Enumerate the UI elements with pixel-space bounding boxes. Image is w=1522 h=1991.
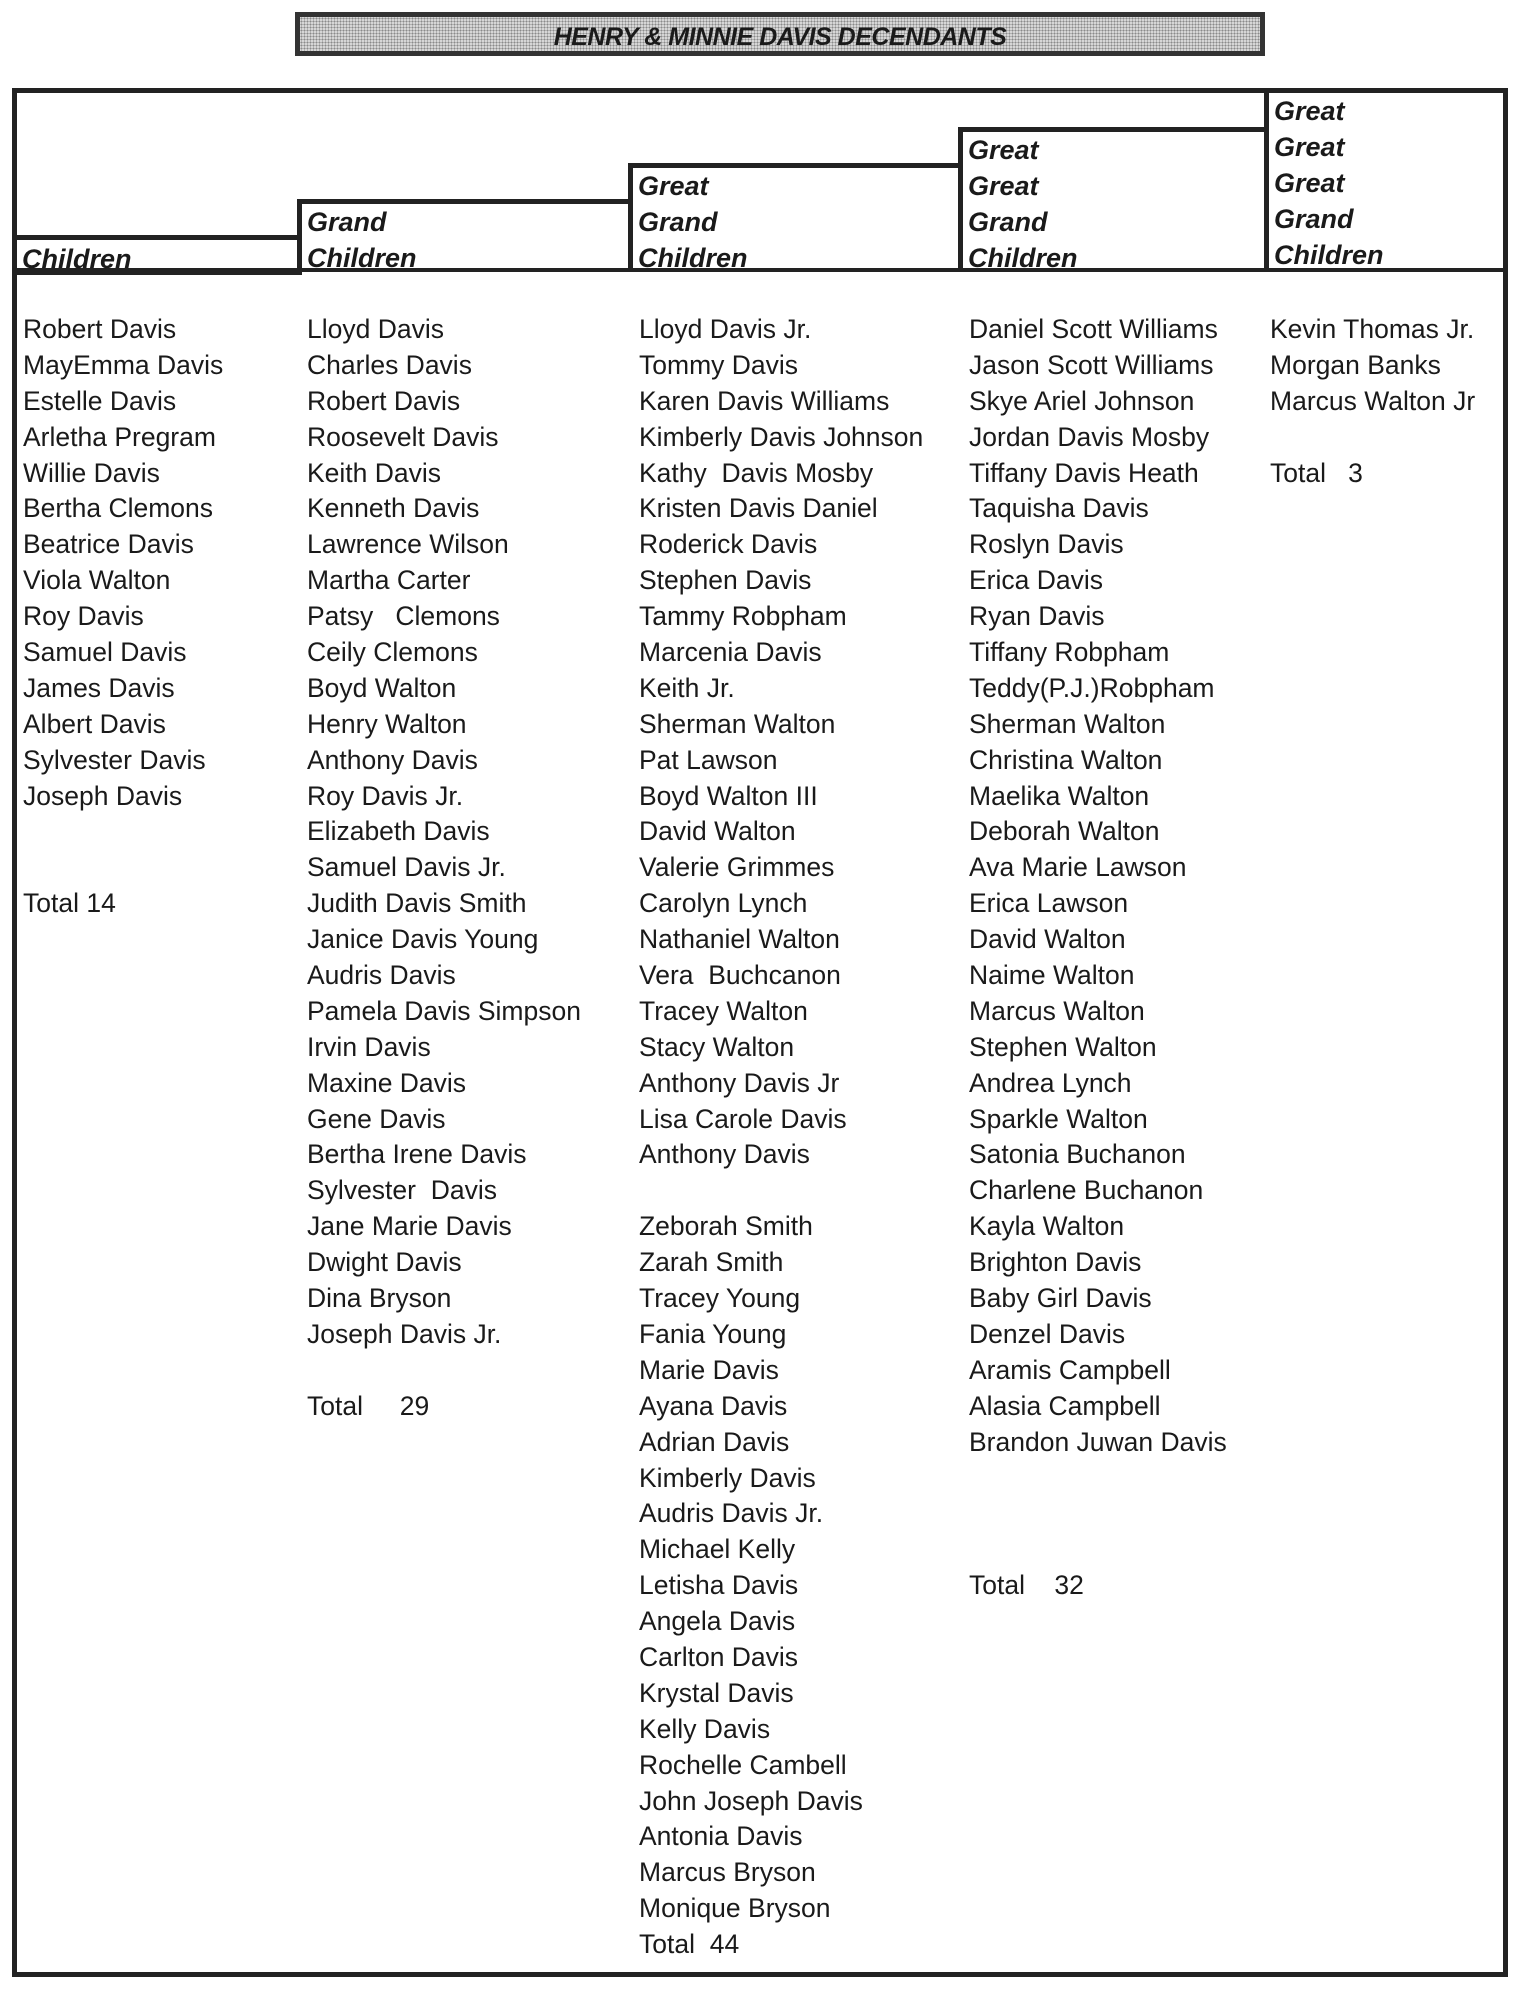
header-word: Children: [307, 243, 417, 273]
list-item: Samuel Davis Jr.: [307, 852, 506, 883]
blank-line: [23, 814, 223, 850]
list-item: Denzel Davis: [969, 1318, 1126, 1349]
list-item: Taquisha Davis: [969, 493, 1149, 524]
list-item: Anthony Davis: [639, 1139, 810, 1170]
list-item: Lawrence Wilson: [307, 529, 509, 560]
list-item: Alasia Campbell: [969, 1390, 1161, 1421]
list-item: Viola Walton: [23, 565, 171, 596]
list-item: Nathaniel Walton: [639, 924, 840, 955]
list-item: Maelika Walton: [969, 780, 1150, 811]
list-item: Sherman Walton: [639, 708, 836, 739]
list-item: Brandon Juwan Davis: [969, 1426, 1227, 1457]
list-item: Marcus Walton Jr: [1270, 385, 1476, 416]
list-item: Boyd Walton: [307, 672, 457, 703]
list-item: Joseph Davis Jr.: [307, 1318, 502, 1349]
header-word: Great: [968, 171, 1039, 201]
column-total: Total 29: [307, 1390, 430, 1421]
list-item: Roderick Davis: [639, 529, 818, 560]
list-item: Daniel Scott Williams: [969, 314, 1218, 344]
header-word: Children: [22, 244, 132, 274]
list-item: Kathy Davis Mosby: [639, 457, 874, 488]
header-word: Children: [1274, 240, 1384, 270]
list-item: Naime Walton: [969, 960, 1135, 991]
header-grand-children: [297, 199, 633, 273]
list-item: Arletha Pregram: [23, 421, 216, 452]
list-item: Albert Davis: [23, 708, 166, 739]
list-item: Tracey Walton: [639, 995, 808, 1026]
list-item: Willie Davis: [23, 457, 160, 488]
list-item: Satonia Buchanon: [969, 1139, 1186, 1170]
list-item: Roslyn Davis: [969, 529, 1124, 560]
list-item: John Joseph Davis: [639, 1785, 863, 1816]
list-item: Erica Davis: [969, 565, 1104, 596]
list-item: Tammy Robpham: [639, 601, 847, 632]
column-total: Total 44: [639, 1929, 740, 1960]
list-item: Tiffany Davis Heath: [969, 457, 1199, 488]
list-item: Roosevelt Davis: [307, 421, 499, 452]
list-item: Christina Walton: [969, 744, 1163, 775]
list-item: Sylvester Davis: [23, 744, 206, 775]
header-word: Great: [1274, 96, 1345, 126]
list-item: Kenneth Davis: [307, 493, 480, 524]
list-item: Beatrice Davis: [23, 529, 194, 560]
list-item: Tiffany Robpham: [969, 637, 1170, 668]
list-item: Audris Davis: [307, 960, 456, 991]
column-great-great-great-grand-children: [1270, 312, 1475, 491]
list-item: Kayla Walton: [969, 1211, 1125, 1242]
list-item: Rochelle Cambell: [639, 1749, 847, 1780]
title-banner: [295, 12, 1265, 56]
list-item: Irvin Davis: [307, 1031, 431, 1062]
list-item: Keith Jr.: [639, 672, 735, 703]
column-total: Total 32: [969, 1570, 1084, 1601]
list-item: Krystal Davis: [639, 1677, 794, 1708]
list-item: Stephen Davis: [639, 565, 812, 596]
list-item: Kristen Davis Daniel: [639, 493, 878, 524]
list-item: Kimberly Davis: [639, 1462, 816, 1493]
list-item: Janice Davis Young: [307, 924, 539, 955]
header-word: Grand: [307, 207, 387, 237]
list-item: Samuel Davis: [23, 637, 187, 668]
list-item: Charlene Buchanon: [969, 1175, 1204, 1206]
list-item: Joseph Davis: [23, 780, 183, 811]
header-word: Grand: [1274, 204, 1354, 234]
list-item: MayEmma Davis: [23, 349, 224, 380]
list-item: Morgan Banks: [1270, 349, 1441, 380]
header-word: Children: [638, 243, 748, 273]
list-item: Patsy Clemons: [307, 601, 500, 632]
column-grand-children: [307, 312, 581, 1425]
list-item: Bertha Irene Davis: [307, 1139, 527, 1170]
list-item: Tracey Young: [639, 1283, 801, 1314]
list-item: Marcus Walton: [969, 995, 1145, 1026]
header-word: Great: [1274, 132, 1345, 162]
list-item: Brighton Davis: [969, 1247, 1142, 1278]
list-item: Carolyn Lynch: [639, 888, 808, 919]
list-item: Bertha Clemons: [23, 493, 214, 524]
list-item: Deborah Walton: [969, 816, 1160, 847]
column-great-great-grand-children: [969, 312, 1227, 1604]
list-item: Monique Bryson: [639, 1893, 831, 1924]
list-item: James Davis: [23, 672, 175, 703]
header-great-great-great-grand-children: [1264, 93, 1503, 270]
list-item: Vera Buchcanon: [639, 960, 841, 991]
header-word: Grand: [968, 207, 1048, 237]
list-item: Valerie Grimmes: [639, 852, 835, 883]
header-word: Children: [968, 243, 1078, 273]
list-item: David Walton: [969, 924, 1126, 955]
list-item: Lloyd Davis Jr.: [639, 314, 812, 344]
list-item: Carlton Davis: [639, 1641, 799, 1672]
header-word: Great: [1274, 168, 1345, 198]
list-item: Estelle Davis: [23, 385, 177, 416]
list-item: Sherman Walton: [969, 708, 1166, 739]
list-item: Keith Davis: [307, 457, 442, 488]
list-item: Marie Davis: [639, 1354, 779, 1385]
list-item: Tommy Davis: [639, 349, 799, 380]
list-item: Zarah Smith: [639, 1247, 784, 1278]
column-great-grand-children: [639, 312, 923, 1963]
list-item: Pat Lawson: [639, 744, 778, 775]
column-total: Total 14: [23, 888, 116, 919]
list-item: Elizabeth Davis: [307, 816, 490, 847]
header-word: Grand: [638, 207, 718, 237]
list-item: Audris Davis Jr.: [639, 1498, 824, 1529]
list-item: Dwight Davis: [307, 1247, 462, 1278]
list-item: Pamela Davis Simpson: [307, 995, 581, 1026]
list-item: Henry Walton: [307, 708, 467, 739]
list-item: Lloyd Davis: [307, 314, 444, 344]
list-item: Letisha Davis: [639, 1570, 799, 1601]
list-item: Stephen Walton: [969, 1031, 1157, 1062]
page-title: HENRY & MINNIE DAVIS DECENDANTS: [553, 23, 1007, 51]
list-item: Sylvester Davis: [307, 1175, 497, 1206]
list-item: Karen Davis Williams: [639, 385, 890, 416]
list-item: Maxine Davis: [307, 1067, 467, 1098]
list-item: Erica Lawson: [969, 888, 1129, 919]
list-item: Angela Davis: [639, 1606, 796, 1637]
list-item: Sparkle Walton: [969, 1103, 1148, 1134]
list-item: Lisa Carole Davis: [639, 1103, 847, 1134]
list-item: Marcenia Davis: [639, 637, 822, 668]
list-item: Robert Davis: [23, 314, 177, 344]
list-item: Ryan Davis: [969, 601, 1105, 632]
list-item: Skye Ariel Johnson: [969, 385, 1195, 416]
column-children: [23, 312, 223, 922]
list-item: David Walton: [639, 816, 796, 847]
list-item: Robert Davis: [307, 385, 461, 416]
list-item: Zeborah Smith: [639, 1211, 813, 1242]
header-word: Great: [638, 171, 709, 201]
list-item: Fania Young: [639, 1318, 787, 1349]
blank-line: [23, 850, 223, 886]
list-item: Andrea Lynch: [969, 1067, 1132, 1098]
list-item: Antonia Davis: [639, 1821, 803, 1852]
list-item: Anthony Davis Jr: [639, 1067, 840, 1098]
list-item: Jane Marie Davis: [307, 1211, 512, 1242]
header-great-great-grand-children: [958, 127, 1269, 273]
blank-line: [969, 1496, 1227, 1532]
list-item: Stacy Walton: [639, 1031, 795, 1062]
list-item: Baby Girl Davis: [969, 1283, 1152, 1314]
list-item: Ava Marie Lawson: [969, 852, 1187, 883]
list-item: Judith Davis Smith: [307, 888, 527, 919]
list-item: Ceily Clemons: [307, 637, 478, 668]
list-item: Anthony Davis: [307, 744, 478, 775]
list-item: Jason Scott Williams: [969, 349, 1214, 380]
list-item: Charles Davis: [307, 349, 472, 380]
header-great-grand-children: [628, 163, 963, 273]
list-item: Roy Davis: [23, 601, 144, 632]
header-children: [17, 235, 302, 275]
list-item: Adrian Davis: [639, 1426, 790, 1457]
list-item: Marcus Bryson: [639, 1857, 816, 1888]
list-item: Martha Carter: [307, 565, 471, 596]
list-item: Gene Davis: [307, 1103, 446, 1134]
list-item: Teddy(P.J.)Robpham: [969, 672, 1215, 703]
list-item: Kimberly Davis Johnson: [639, 421, 924, 452]
list-item: Ayana Davis: [639, 1390, 788, 1421]
blank-line: [969, 1461, 1227, 1497]
list-item: Boyd Walton III: [639, 780, 818, 811]
header-word: Great: [968, 135, 1039, 165]
list-item: Roy Davis Jr.: [307, 780, 464, 811]
list-item: Dina Bryson: [307, 1283, 452, 1314]
blank-line: [639, 1173, 923, 1209]
list-item: Michael Kelly: [639, 1534, 796, 1565]
blank-line: [969, 1532, 1227, 1568]
list-item: Kelly Davis: [639, 1713, 771, 1744]
list-item: Jordan Davis Mosby: [969, 421, 1210, 452]
blank-line: [1270, 420, 1475, 456]
list-item: Kevin Thomas Jr.: [1270, 314, 1475, 344]
blank-line: [307, 1353, 581, 1389]
list-item: Aramis Campbell: [969, 1354, 1171, 1385]
column-total: Total 3: [1270, 457, 1363, 488]
